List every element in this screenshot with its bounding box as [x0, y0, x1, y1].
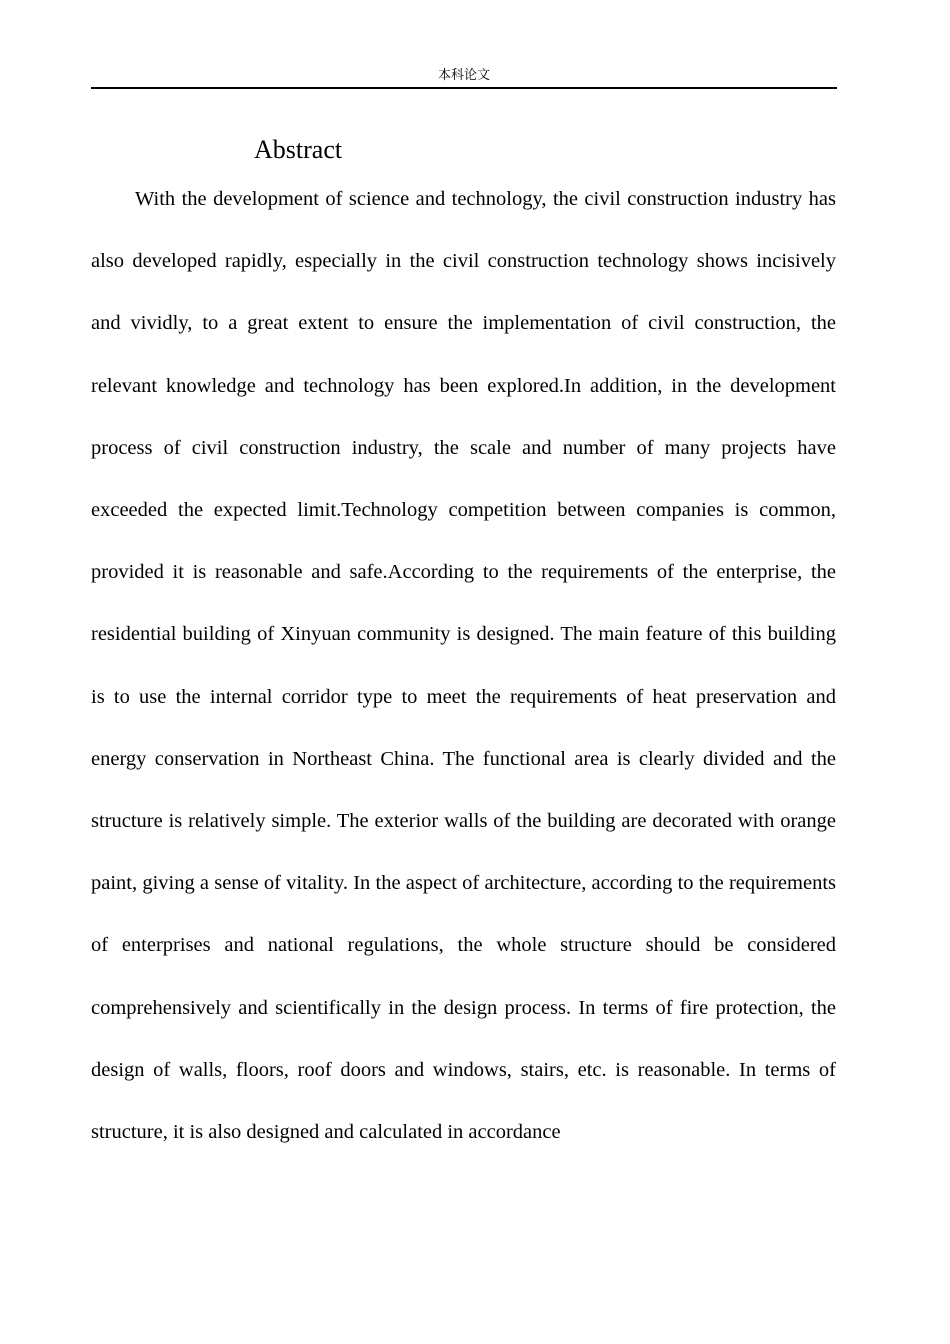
header-title: 本科论文: [437, 68, 490, 83]
abstract-title: Abstract: [254, 135, 343, 164]
page-header: [91, 67, 837, 89]
abstract-body: With the development of science and technology, the civil construction industry has also developed rapidly, especially in the civil construction technology shows incisively and vividly, to a great extent to ensure the implementation of civil construction, the relevant knowledge and technology has been explored.In addition, in the development process of civil construction industry, the scale and number of many projects have exceeded the expected limit.Technology competition between companies is common, provided it is reasonable and safe.According to the requirements of the enterprise, the residential building of Xinyuan community is designed. The main feature of this building is to use the internal corridor type to meet the requirements of heat preservation and energy conservation in Northeast China. The functional area is clearly divided and the structure is relatively simple. The exterior walls of the building are decorated with orange paint, giving a sense of vitality. In the aspect of architecture, according to the requirements of enterprises and national regulations, the whole structure should be considered comprehensively and scientifically in the design process. In terms of fire protection, the design of walls, floors, roof doors and windows, stairs, etc. is reasonable. In terms of structure, it is also designed and calculated in accordance: [91, 188, 836, 1144]
